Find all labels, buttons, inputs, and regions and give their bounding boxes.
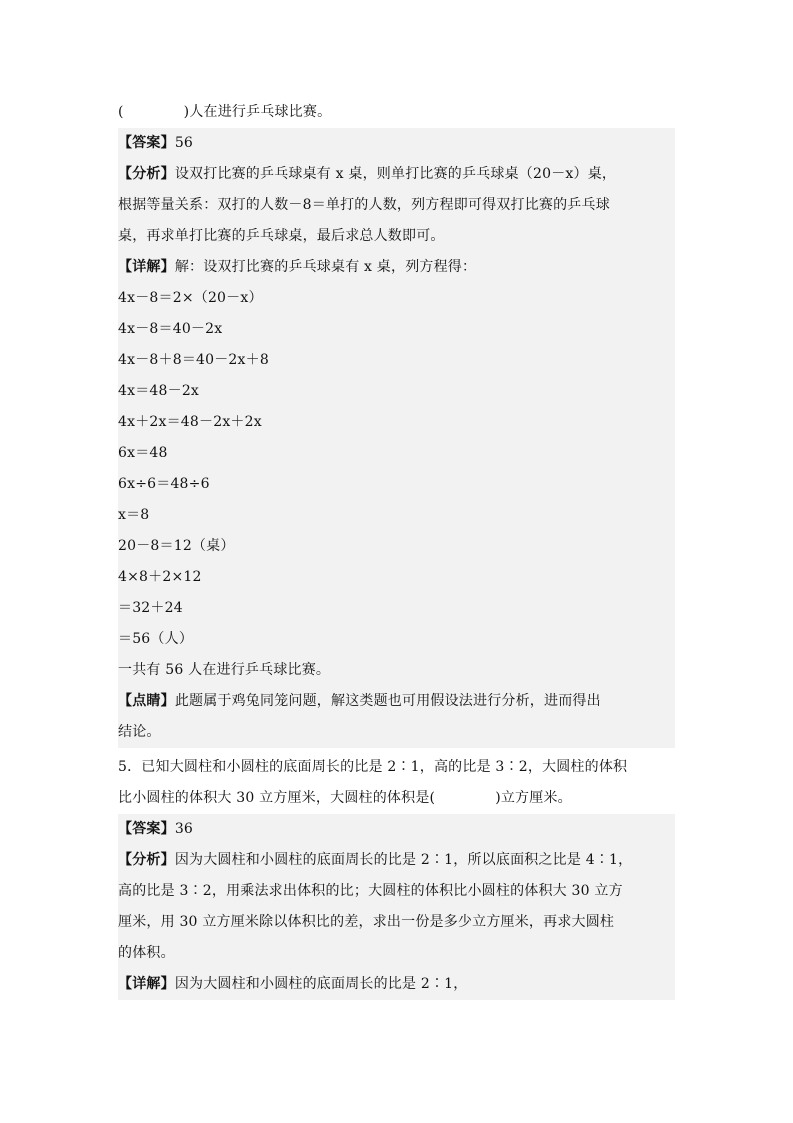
q4-step-1: 4x－8＝2×（20－x） xyxy=(118,283,675,315)
q4-step-2: 4x－8＝40－2x xyxy=(118,314,675,346)
q4-comment-line-1 xyxy=(118,686,675,718)
q4-analysis-line-2 xyxy=(118,190,675,222)
q5-analysis-line-2: 高的比是 3∶2，用乘法求出体积的比；大圆柱的体积比小圆柱的体积大 30 立方 xyxy=(118,876,675,908)
q4-analysis-text-3: 桌，再求单打比赛的乒乓球桌，最后求总人数即可。 xyxy=(118,228,445,244)
q5-answer-value: 36 xyxy=(174,821,194,837)
q5-analysis-line-3: 厘米，用 30 立方厘米除以体积比的差，求出一份是多少立方厘米，再求大圆柱 xyxy=(118,907,675,939)
q4-stem-open: ( xyxy=(118,104,124,120)
q4-step-4: 4x＝48－2x xyxy=(118,376,675,408)
q4-analysis-line-3 xyxy=(118,221,675,253)
q5-analysis-tag: 【分析】 xyxy=(118,852,175,868)
q5-answer xyxy=(118,814,675,846)
q5-detail-intro xyxy=(118,969,675,1001)
q4-step-5: 4x＋2x＝48－2x＋2x xyxy=(118,407,675,439)
q4-step-7: 6x÷6＝48÷6 xyxy=(118,469,675,501)
q4-conclusion: 一共有 56 人在进行乒乓球比赛。 xyxy=(118,655,675,687)
q4-step-11: ＝32＋24 xyxy=(118,593,675,625)
q4-answer xyxy=(118,128,675,160)
q4-detail-tag: 【详解】 xyxy=(118,259,175,275)
q5-detail-tag: 【详解】 xyxy=(118,976,175,992)
q4-comment-text-1: 此题属于鸡兔同笼问题，解这类题也可用假设法进行分析，进而得出 xyxy=(174,693,601,709)
q4-comment-line-2 xyxy=(118,717,675,749)
q4-detail-intro xyxy=(118,252,675,284)
q4-analysis-text-2: 根据等量关系：双打的人数－8＝单打的人数，列方程即可得双打比赛的乒乓球 xyxy=(118,197,610,213)
q5-analysis-line-1 xyxy=(118,845,675,877)
q5-stem-before: 比小圆柱的体积大 30 立方厘米，大圆柱的体积是( xyxy=(118,790,436,806)
q4-stem-close: )人在进行乒乓球比赛。 xyxy=(183,104,332,120)
q5-analysis-line-4: 的体积。 xyxy=(118,938,675,970)
q4-analysis-text-1: 设双打比赛的乒乓球桌有 x 桌，则单打比赛的乒乓球桌（20－x）桌， xyxy=(174,166,617,182)
q5-answer-tag: 【答案】 xyxy=(118,821,175,837)
q4-step-8: x＝8 xyxy=(118,500,675,532)
q4-comment-text-2: 结论。 xyxy=(118,724,161,740)
q5-stem-after: )立方厘米。 xyxy=(495,790,572,806)
q4-comment-tag: 【点睛】 xyxy=(118,693,175,709)
q4-step-6: 6x＝48 xyxy=(118,438,675,470)
q5-analysis-text-1: 因为大圆柱和小圆柱的底面周长的比是 2∶1，所以底面积之比是 4∶1， xyxy=(174,852,633,868)
q4-analysis-line-1 xyxy=(118,159,675,191)
q4-step-3: 4x－8＋8＝40－2x＋8 xyxy=(118,345,675,377)
q5-detail-intro-text: 因为大圆柱和小圆柱的底面周长的比是 2∶1， xyxy=(174,976,468,992)
q4-step-9: 20－8＝12（桌） xyxy=(118,531,675,563)
q4-stem xyxy=(118,97,675,128)
q4-step-12: ＝56（人） xyxy=(118,624,675,656)
q5-stem-line-2 xyxy=(118,783,675,814)
q4-detail-intro-text: 解：设双打比赛的乒乓球桌有 x 桌，列方程得： xyxy=(174,259,477,275)
q4-answer-value: 56 xyxy=(174,135,194,151)
q5-stem-line-1: 5．已知大圆柱和小圆柱的底面周长的比是 2∶1，高的比是 3∶2，大圆柱的体积 xyxy=(118,759,628,775)
q4-answer-tag: 【答案】 xyxy=(118,135,175,151)
q4-analysis-tag: 【分析】 xyxy=(118,166,175,182)
q4-step-10: 4×8＋2×12 xyxy=(118,562,675,594)
